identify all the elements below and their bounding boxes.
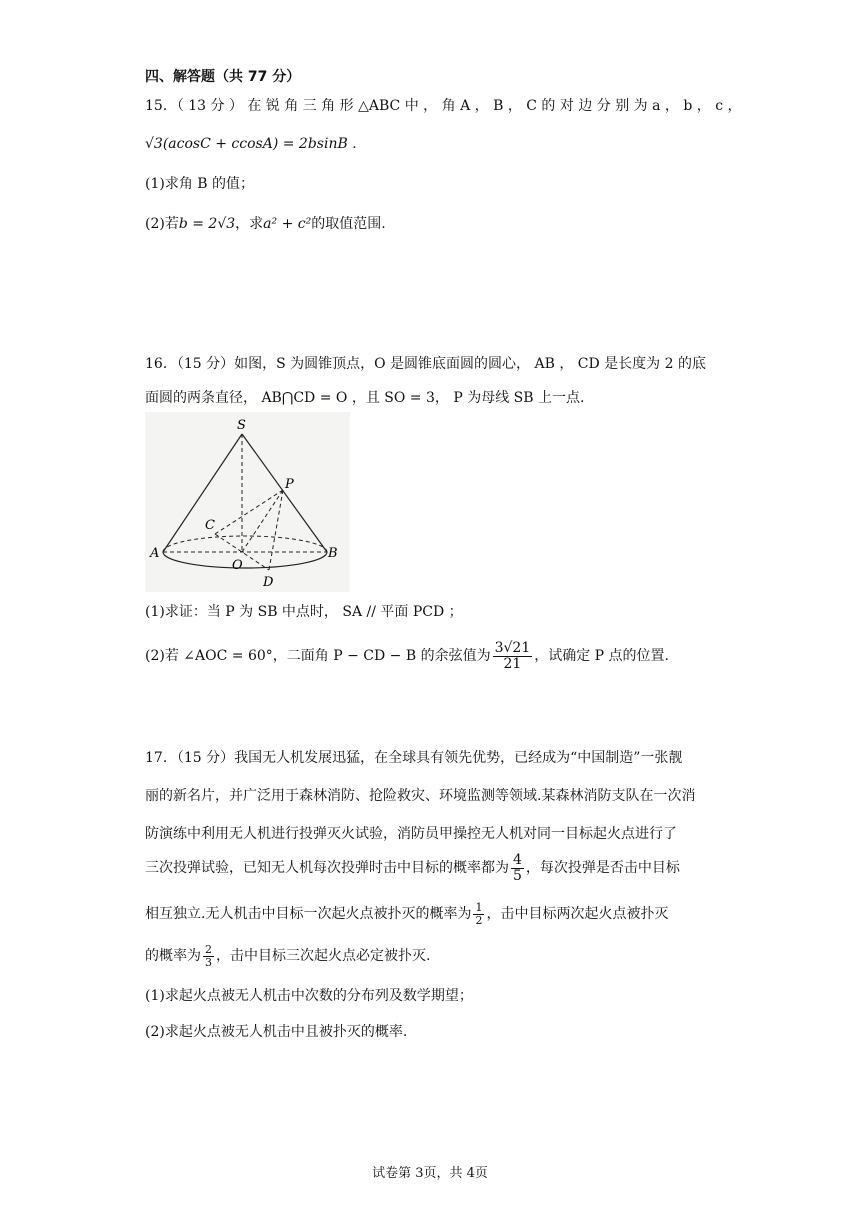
q17-line5-suffix: ，击中目标两次起火点被扑灭	[486, 906, 669, 922]
q17-line6-prefix: 的概率为	[145, 948, 201, 964]
q17-part2: (2)求起火点被无人机击中且被扑灭的概率.	[145, 1024, 408, 1040]
q17-one-hit-fraction	[473, 902, 484, 927]
q17-frac1-denominator: 5	[513, 867, 522, 884]
cone-figure	[145, 412, 350, 592]
q17-frac3-numerator: 2	[205, 942, 212, 956]
q15-part2-mid: ，求	[235, 216, 264, 232]
q15-part2-suffix: 的取值范围.	[311, 216, 386, 232]
q17-line1: 17．（15 分）我国无人机发展迅猛，在全球具有领先优势，已经成为“中国制造”一张靓	[145, 750, 683, 766]
q17-line4-prefix: 三次投弹试验，已知无人机每次投弹时击中目标的概率都为	[145, 860, 509, 876]
q15-part1: (1)求角 B 的值；	[145, 176, 255, 192]
q16-stem-line2: 面圆的两条直径， AB⋂CD = O ，且 SO = 3， P 为母线 SB 上一点.	[145, 390, 585, 406]
q17-line6	[145, 938, 430, 974]
label-D: D	[263, 575, 274, 590]
q17-line6-suffix: ，击中目标三次起火点必定被扑灭.	[216, 948, 431, 964]
label-O: O	[232, 558, 243, 573]
q16-stem-line1: 16．（15 分）如图，S 为圆锥顶点，O 是圆锥底面圆的圆心， AB ， CD 是长度为 2 的底	[145, 356, 706, 372]
q17-hit-probability-fraction	[511, 853, 524, 884]
label-P: P	[285, 477, 294, 492]
q17-frac2-numerator: 1	[475, 900, 483, 914]
q17-line5	[145, 896, 668, 932]
q15-equation: √3(acosC + ccosA) = 2bsinB .	[145, 136, 357, 152]
figure-background	[145, 412, 350, 592]
label-A: A	[150, 546, 160, 561]
label-S: S	[237, 418, 246, 433]
page-footer: 试卷第 3页，共 4页	[372, 1166, 488, 1181]
q16-part2-suffix: ，试确定 P 点的位置.	[534, 648, 670, 664]
q17-frac1-numerator: 4	[513, 851, 522, 868]
q17-frac2-denominator: 2	[475, 913, 483, 927]
q16-frac-denominator: 21	[503, 655, 522, 672]
section-heading: 四、解答题（共 77 分）	[145, 69, 301, 85]
q15-part2-expr: a² + c²	[263, 216, 312, 232]
label-B: B	[328, 546, 338, 561]
q17-frac3-denominator: 3	[205, 955, 212, 969]
q17-line4-suffix: ，每次投弹是否击中目标	[525, 860, 680, 876]
q17-line5-prefix: 相互独立.无人机击中目标一次起火点被扑灭的概率为	[145, 906, 472, 922]
q15-stem-line1: 15．（ 13 分 ） 在 锐 角 三 角 形 △ABC 中 ， 角 A ， B ， C 的 对 边 分 别 为 a ， b ， c ，	[145, 98, 742, 114]
q16-part2	[145, 636, 669, 676]
q15-part2	[145, 214, 386, 234]
q17-line3: 防演练中利用无人机进行投弹灭火试验，消防员甲操控无人机对同一目标起火点进行了	[145, 826, 677, 842]
q15-part2-prefix: (2)若	[145, 216, 179, 232]
q15-part2-condition: b = 2√3	[178, 216, 236, 232]
q16-part1: (1)求证：当 P 为 SB 中点时， SA // 平面 PCD ；	[145, 604, 463, 620]
q17-line4	[145, 848, 680, 888]
q16-frac-numerator: 3√21	[494, 639, 531, 656]
label-C: C	[205, 518, 215, 533]
q16-cosine-fraction	[493, 641, 533, 672]
q17-line2: 丽的新名片，并广泛用于森林消防、抢险救灾、环境监测等领域.某森林消防支队在一次消	[145, 788, 696, 804]
q17-part1: (1)求起火点被无人机击中次数的分布列及数学期望；	[145, 988, 473, 1004]
q17-two-hit-fraction	[203, 944, 214, 969]
q16-part2-prefix: (2)若 ∠AOC = 60°，二面角 P − CD − B 的余弦值为	[145, 648, 491, 664]
